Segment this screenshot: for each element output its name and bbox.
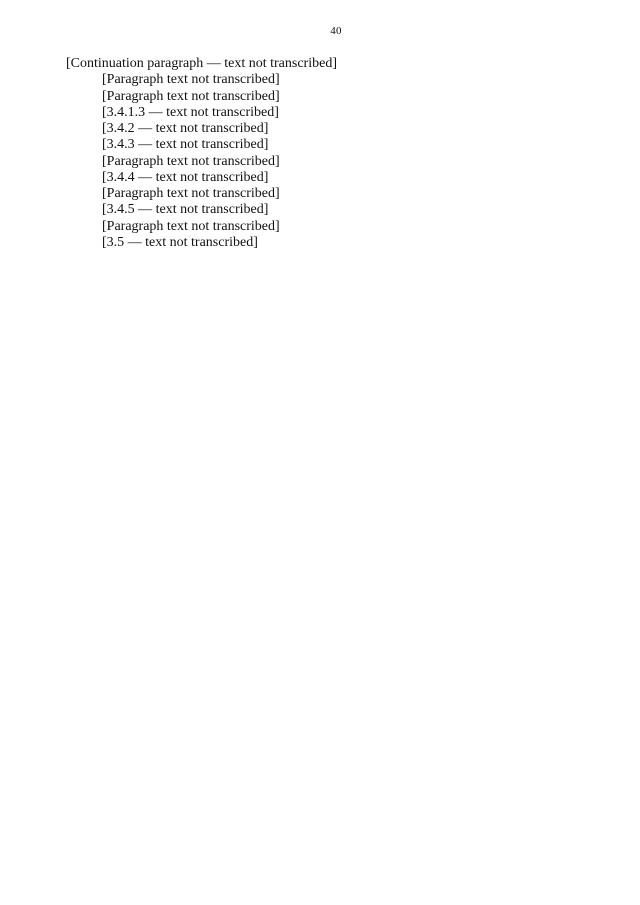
document-body [66, 56, 606, 251]
paragraph-7: [Paragraph text not transcribed] [102, 153, 280, 169]
page-number: 40 [330, 25, 342, 37]
paragraph-2: [Paragraph text not transcribed] [102, 72, 280, 88]
paragraph-3: [Paragraph text not transcribed] [102, 88, 280, 104]
paragraph-continuation: [Continuation paragraph — text not transcribed] [66, 56, 337, 71]
paragraph-3-4-2: [3.4.2 — text not transcribed] [102, 121, 269, 136]
paragraph-3-4-4: [3.4.4 — text not transcribed] [102, 169, 269, 185]
paragraph-3-4-1-3: [3.4.1.3 — text not transcribed] [102, 104, 279, 120]
paragraph-3-4-3: [3.4.3 — text not transcribed] [102, 137, 269, 153]
paragraph-11: [Paragraph text not transcribed] [102, 218, 280, 234]
paragraph-3-5: [3.5 — text not transcribed] [102, 234, 258, 250]
paragraph-3-4-5: [3.4.5 — text not transcribed] [102, 202, 269, 218]
paragraph-9: [Paragraph text not transcribed] [102, 186, 280, 201]
